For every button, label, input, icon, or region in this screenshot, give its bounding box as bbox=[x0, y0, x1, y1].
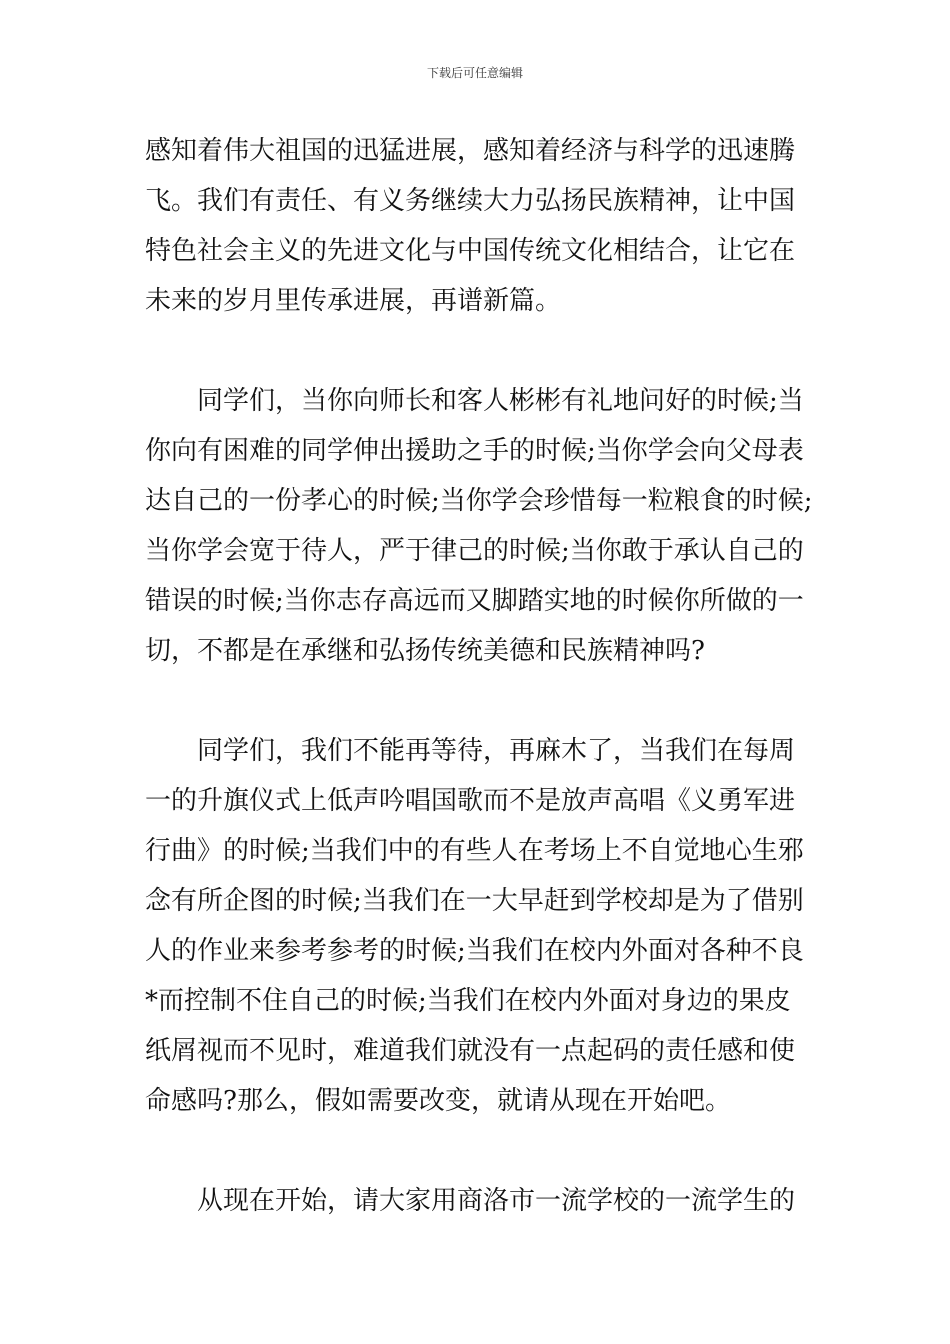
text-line: 一的升旗仪式上低声吟唱国歌而不是放声高唱《义勇军进 bbox=[145, 786, 796, 816]
text-line: 从现在开始，请大家用商洛市一流学校的一流学生的 bbox=[197, 1186, 796, 1216]
document-body bbox=[145, 126, 813, 1226]
text-line: *而控制不住自己的时候;当我们在校内外面对身边的果皮 bbox=[145, 986, 791, 1016]
text-line: 命感吗?那么，假如需要改变，就请从现在开始吧。 bbox=[145, 1086, 731, 1116]
text-line: 同学们，当你向师长和客人彬彬有礼地问好的时候;当 bbox=[197, 386, 804, 416]
text-line: 同学们，我们不能再等待，再麻木了，当我们在每周 bbox=[197, 736, 796, 766]
text-line: 你向有困难的同学伸出援助之手的时候;当你学会向父母表 bbox=[145, 436, 804, 466]
text-line: 人的作业来参考参考的时候;当我们在校内外面对各种不良 bbox=[145, 936, 804, 966]
page-header: 下载后可任意编辑 bbox=[426, 66, 523, 80]
text-line: 切，不都是在承继和弘扬传统美德和民族精神吗? bbox=[145, 636, 705, 666]
text-line: 念有所企图的时候;当我们在一大早赶到学校却是为了借别 bbox=[145, 886, 804, 916]
text-line: 飞。我们有责任、有义务继续大力弘扬民族精神，让中国 bbox=[145, 186, 796, 216]
text-line: 感知着伟大祖国的迅猛进展，感知着经济与科学的迅速腾 bbox=[145, 136, 796, 166]
paragraph-2 bbox=[145, 376, 813, 676]
text-line: 纸屑视而不见时，难道我们就没有一点起码的责任感和使 bbox=[145, 1036, 796, 1066]
text-line: 行曲》的时候;当我们中的有些人在考场上不自觉地心生邪 bbox=[145, 836, 804, 866]
text-line: 特色社会主义的先进文化与中国传统文化相结合，让它在 bbox=[145, 236, 796, 266]
text-line: 未来的岁月里传承进展，再谱新篇。 bbox=[145, 286, 562, 316]
paragraph-gap bbox=[145, 326, 813, 376]
text-line: 当你学会宽于待人，严于律己的时候;当你敢于承认自己的 bbox=[145, 536, 804, 566]
text-line: 错误的时候;当你志存高远而又脚踏实地的时候你所做的一 bbox=[145, 586, 804, 616]
paragraph-gap bbox=[145, 676, 813, 726]
text-line: 达自己的一份孝心的时候;当你学会珍惜每一粒粮食的时候; bbox=[145, 486, 813, 516]
paragraph-gap bbox=[145, 1126, 813, 1176]
paragraph-1 bbox=[145, 126, 813, 326]
paragraph-3 bbox=[145, 726, 813, 1126]
paragraph-4 bbox=[145, 1176, 813, 1226]
